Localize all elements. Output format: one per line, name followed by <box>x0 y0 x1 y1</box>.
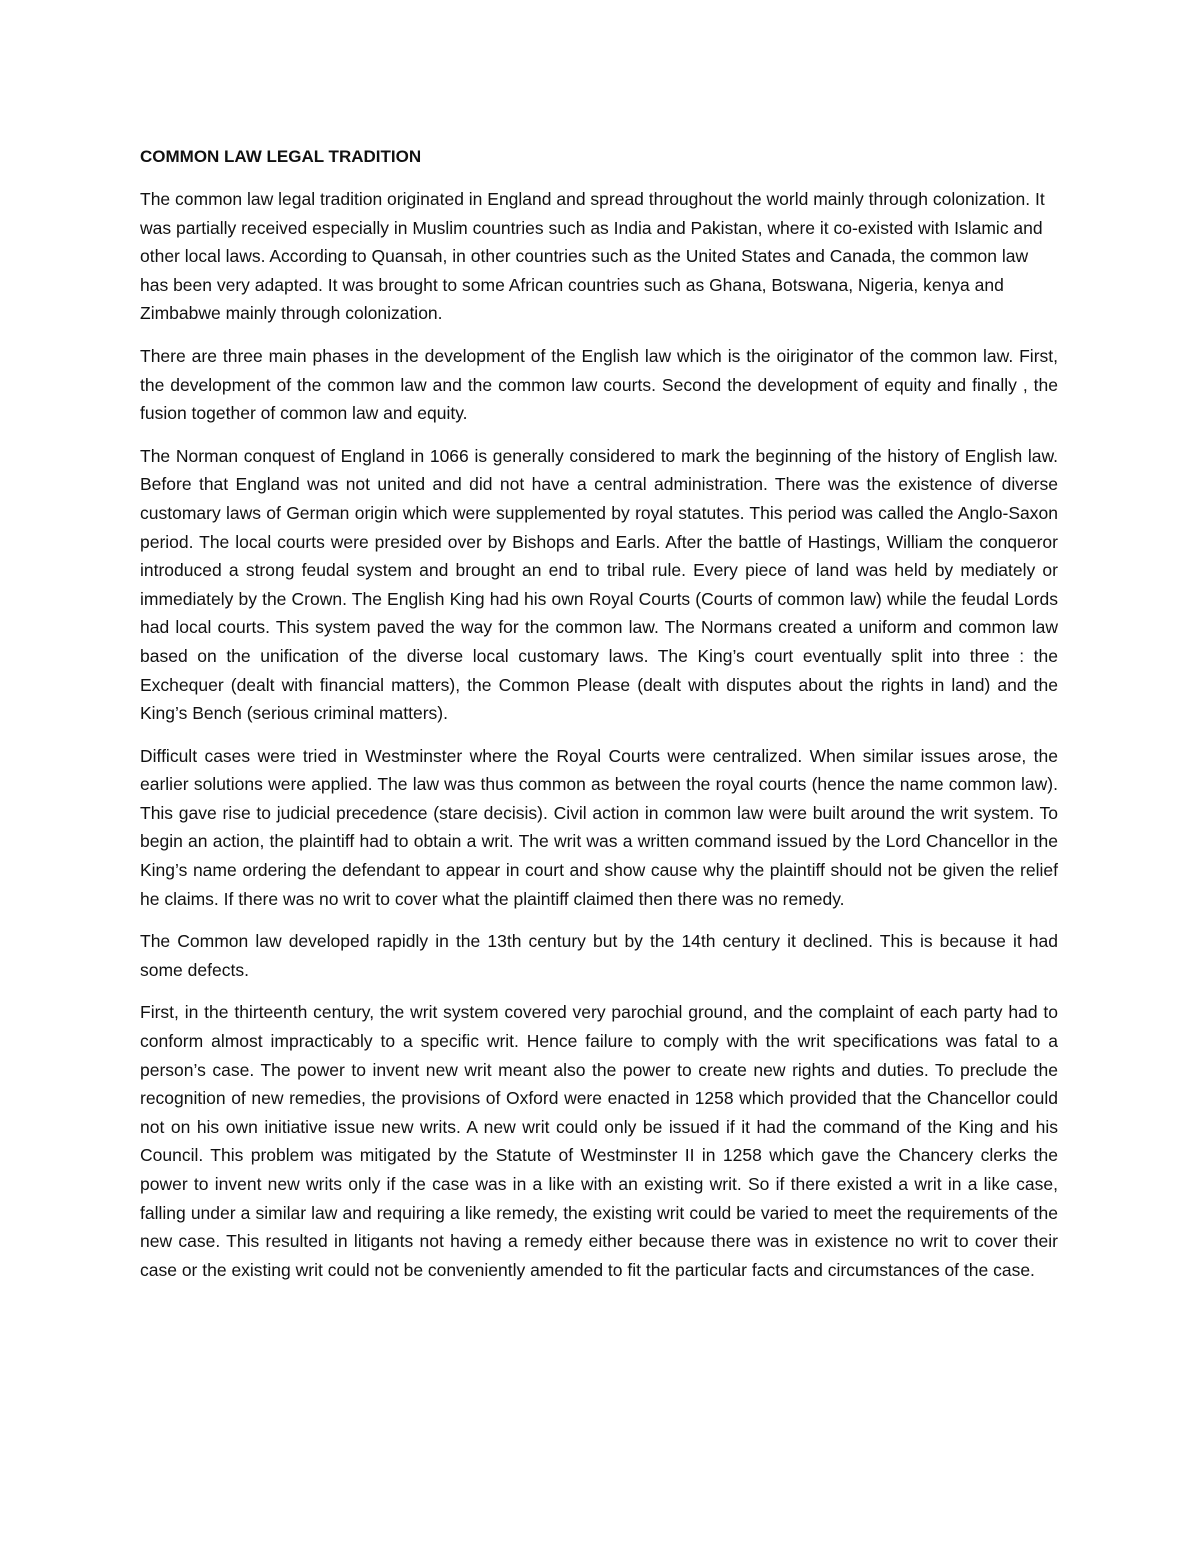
paragraph-norman-conquest: The Norman conquest of England in 1066 is generally considered to mark the beginning of the history of English law. Before that England was not united and did not have a central administration. There was the existence of diverse customary laws of German origin which were supplemented by royal statutes. This period was called the Anglo-Saxon period. The local courts were presided over by Bishops and Earls. After the battle of Hastings, William the conqueror introduced a strong feudal system and brought an end to tribal rule. Every piece of land was held by mediately or immediately by the Crown. The English King had his own Royal Courts (Courts of common law) while the feudal Lords had local courts. This system paved the way for the common law. The Normans created a uniform and common law based on the unification of the diverse local customary laws. The King’s court eventually split into three : the Exchequer (dealt with financial matters), the Common Please (dealt with disputes about the rights in land) and the King’s Bench (serious criminal matters). <box>140 445 1058 724</box>
paragraph-decline: The Common law developed rapidly in the 13th century but by the 14th century it declined. This is because it had some defects. <box>140 931 1058 980</box>
paragraph-writ-system: Difficult cases were tried in Westminster where the Royal Courts were centralized. When similar issues arose, the earlier solutions were applied. The law was thus common as between the royal courts (hence the name common law). This gave rise to judicial precedence (stare decisis). Civil action in common law were built around the writ system. To begin an action, the plaintiff had to obtain a writ. The writ was a written command issued by the Lord Chancellor in the King’s name ordering the defendant to appear in court and show cause why the plaintiff should not be given the relief he claims. If there was no writ to cover what the plaintiff claimed then there was no remedy. <box>140 745 1058 909</box>
paragraph-defects: First, in the thirteenth century, the writ system covered very parochial ground, and the complaint of each party had to conform almost impracticably to a specific writ. Hence failure to comply with the writ specifications was fatal to a person’s case. The power to invent new writ meant also the power to create new rights and duties. To preclude the recognition of new remedies, the provisions of Oxford were enacted in 1258 which provided that the Chancellor could not on his own initiative issue new writs. A new writ could only be issued if it had the command of the King and his Council. This problem was mitigated by the Statute of Westminster II in 1258 which gave the Chancery clerks the power to invent new writs only if the case was in a like with an existing writ. So if there existed a writ in a like case, falling under a similar law and requiring a like remedy, the existing writ could be varied to meet the requirements of the new case. This resulted in litigants not having a remedy either because there was in existence no writ to cover their case or the existing writ could not be conveniently amended to fit the particular facts and circumstances of the case. <box>140 1002 1058 1280</box>
document-page <box>140 143 1058 1298</box>
paragraph-phases: There are three main phases in the development of the English law which is the oiriginator of the common law. First, the development of the common law and the common law courts. Second the development of equity and finally , the fusion together of common law and equity. <box>140 345 1058 424</box>
document-title: COMMON LAW LEGAL TRADITION <box>140 147 422 166</box>
paragraph-origins: The common law legal tradition originated in England and spread throughout the world mainly through colonization. It was partially received especially in Muslim countries such as India and Pakistan, where it co-existed with Islamic and other local laws. According to Quansah, in other countries such as the United States and Canada, the common law has been very adapted. It was brought to some African countries such as Ghana, Botswana, Nigeria, kenya and Zimbabwe mainly through colonization. <box>140 189 1045 324</box>
